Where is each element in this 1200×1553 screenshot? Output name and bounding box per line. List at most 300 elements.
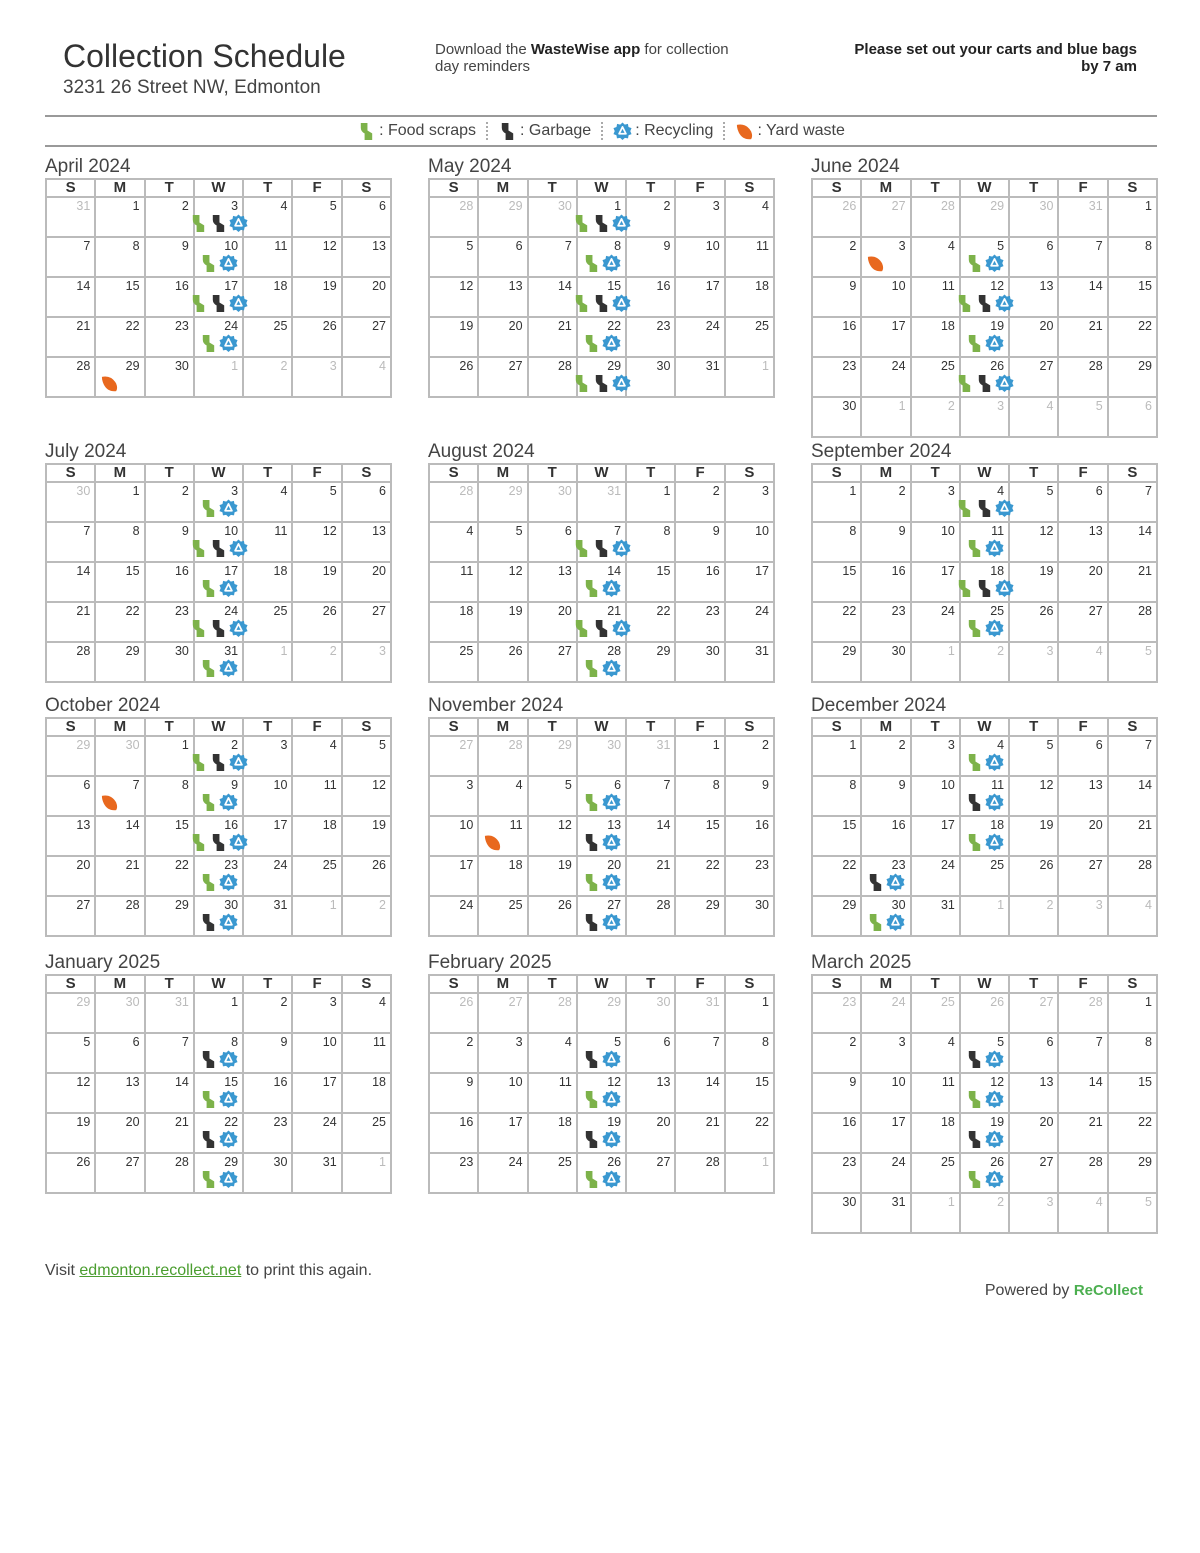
weekday-header: T xyxy=(528,179,577,197)
day-number: 29 xyxy=(125,359,140,373)
day-number: 28 xyxy=(459,199,474,213)
week-row xyxy=(46,562,391,602)
day-cell xyxy=(528,237,577,277)
day-number: 29 xyxy=(557,738,572,752)
day-number: 13 xyxy=(1039,279,1054,293)
day-cell xyxy=(725,197,774,237)
week-row xyxy=(812,776,1157,816)
weekday-header: M xyxy=(478,718,527,736)
garbage-icon xyxy=(199,1050,218,1069)
day-number: 17 xyxy=(273,818,288,832)
day-number: 17 xyxy=(891,1115,906,1129)
day-cell xyxy=(95,482,144,522)
day-cell xyxy=(145,736,194,776)
day-cell xyxy=(1009,602,1058,642)
day-number: 24 xyxy=(705,319,720,333)
day-cell xyxy=(292,736,341,776)
weekday-header: S xyxy=(429,464,478,482)
day-number: 4 xyxy=(280,484,288,498)
app-promo xyxy=(435,41,735,75)
day-number: 2 xyxy=(997,644,1005,658)
day-number: 23 xyxy=(842,1155,857,1169)
day-cell xyxy=(478,277,527,317)
recycling-icon xyxy=(985,753,1004,772)
day-number: 27 xyxy=(891,199,906,213)
day-cell xyxy=(1058,1153,1107,1193)
day-number: 15 xyxy=(174,818,189,832)
day-number: 10 xyxy=(459,818,474,832)
day-number: 29 xyxy=(705,898,720,912)
food-scraps-icon xyxy=(357,122,376,141)
day-number: 7 xyxy=(712,1035,720,1049)
recycling-icon xyxy=(985,833,1004,852)
day-number: 20 xyxy=(1088,818,1103,832)
day-number: 26 xyxy=(1039,604,1054,618)
day-cell xyxy=(243,816,292,856)
day-number: 30 xyxy=(891,898,906,912)
day-number: 15 xyxy=(755,1075,769,1089)
day-cell xyxy=(960,1073,1009,1113)
month-table xyxy=(428,974,775,1194)
day-cell xyxy=(478,736,527,776)
pickup-icons xyxy=(96,793,143,812)
day-cell xyxy=(478,522,527,562)
weekday-header: F xyxy=(1058,464,1107,482)
week-row xyxy=(812,522,1157,562)
day-number: 1 xyxy=(762,995,769,1009)
day-number: 4 xyxy=(762,199,769,213)
weekday-header: S xyxy=(1108,975,1157,993)
day-number: 24 xyxy=(755,604,769,618)
month-table xyxy=(811,717,1158,937)
recycling-icon xyxy=(985,1050,1004,1069)
day-cell xyxy=(960,776,1009,816)
day-number: 10 xyxy=(508,1075,523,1089)
day-cell xyxy=(46,562,95,602)
day-cell xyxy=(725,993,774,1033)
day-cell xyxy=(577,482,626,522)
day-number: 1 xyxy=(898,399,906,413)
day-number: 27 xyxy=(557,644,572,658)
day-cell xyxy=(960,736,1009,776)
day-number: 15 xyxy=(705,818,720,832)
day-number: 18 xyxy=(557,1115,572,1129)
day-cell xyxy=(725,1073,774,1113)
day-cell xyxy=(243,1033,292,1073)
day-cell xyxy=(1009,237,1058,277)
day-cell xyxy=(292,993,341,1033)
recycling-icon xyxy=(219,1050,238,1069)
week-row xyxy=(46,237,391,277)
day-number: 22 xyxy=(842,604,857,618)
day-number: 1 xyxy=(849,484,857,498)
day-number: 20 xyxy=(125,1115,140,1129)
day-cell xyxy=(145,896,194,936)
day-number: 21 xyxy=(1088,319,1103,333)
week-row xyxy=(812,816,1157,856)
legend-item-garbage xyxy=(488,122,601,141)
day-number: 27 xyxy=(459,738,474,752)
weekday-header: M xyxy=(861,179,910,197)
food-scraps-icon xyxy=(572,374,591,393)
day-number: 24 xyxy=(891,1155,906,1169)
day-number: 1 xyxy=(1145,199,1152,213)
weekday-header: S xyxy=(725,718,774,736)
day-cell xyxy=(861,562,910,602)
day-number: 1 xyxy=(1145,995,1152,1009)
day-number: 22 xyxy=(705,858,720,872)
pickup-icons xyxy=(195,1170,242,1189)
day-number: 15 xyxy=(842,818,857,832)
day-number: 31 xyxy=(174,995,189,1009)
pickup-icons xyxy=(578,1050,625,1069)
day-number: 3 xyxy=(997,399,1005,413)
day-cell xyxy=(675,896,724,936)
day-cell xyxy=(292,776,341,816)
day-number: 28 xyxy=(607,644,622,658)
day-number: 20 xyxy=(557,604,572,618)
food-scraps-icon xyxy=(965,619,984,638)
pickup-icons xyxy=(862,873,909,892)
day-cell xyxy=(145,602,194,642)
food-scraps-icon xyxy=(955,579,974,598)
weekday-header: S xyxy=(812,179,861,197)
day-number: 17 xyxy=(891,319,906,333)
day-cell xyxy=(812,776,861,816)
day-cell xyxy=(342,602,391,642)
day-number: 5 xyxy=(329,199,337,213)
day-number: 4 xyxy=(947,1035,955,1049)
day-cell xyxy=(528,1153,577,1193)
week-row xyxy=(812,277,1157,317)
day-number: 13 xyxy=(1088,778,1103,792)
day-cell xyxy=(1058,896,1107,936)
pickup-icons xyxy=(961,334,1008,353)
day-cell xyxy=(429,317,478,357)
recycling-icon xyxy=(602,579,621,598)
day-cell xyxy=(145,317,194,357)
recollect-logo[interactable]: ReCollect xyxy=(1073,1282,1143,1299)
day-cell xyxy=(194,816,243,856)
day-cell xyxy=(1009,642,1058,682)
weekday-header: W xyxy=(960,975,1009,993)
weekday-header: T xyxy=(911,975,960,993)
week-row xyxy=(812,397,1157,437)
day-number: 12 xyxy=(990,279,1005,293)
day-number: 2 xyxy=(849,239,857,253)
day-number: 4 xyxy=(947,239,955,253)
day-cell xyxy=(911,642,960,682)
day-cell xyxy=(861,277,910,317)
day-number: 8 xyxy=(1145,239,1152,253)
day-number: 5 xyxy=(83,1035,91,1049)
day-cell xyxy=(429,776,478,816)
weekday-header: T xyxy=(528,975,577,993)
day-number: 14 xyxy=(1138,778,1152,792)
weekday-header: W xyxy=(960,464,1009,482)
day-cell xyxy=(626,1113,675,1153)
day-cell xyxy=(1108,776,1157,816)
day-cell xyxy=(960,522,1009,562)
day-cell xyxy=(1058,197,1107,237)
day-number: 31 xyxy=(705,359,720,373)
day-number: 3 xyxy=(1046,644,1054,658)
day-number: 23 xyxy=(459,1155,474,1169)
month-calendar xyxy=(428,440,775,683)
weekday-header: S xyxy=(812,718,861,736)
day-cell xyxy=(725,522,774,562)
pickup-icons xyxy=(578,873,625,892)
day-number: 1 xyxy=(231,359,239,373)
day-number: 22 xyxy=(1138,1115,1152,1129)
weekday-header: F xyxy=(1058,179,1107,197)
weekday-header: S xyxy=(429,179,478,197)
day-number: 10 xyxy=(755,524,769,538)
day-number: 18 xyxy=(273,564,288,578)
day-number: 15 xyxy=(607,279,622,293)
day-cell xyxy=(911,602,960,642)
day-cell xyxy=(95,602,144,642)
day-number: 3 xyxy=(1046,1195,1054,1209)
day-number: 8 xyxy=(762,1035,769,1049)
day-cell xyxy=(292,197,341,237)
day-cell xyxy=(95,856,144,896)
weekday-header: M xyxy=(861,718,910,736)
day-cell xyxy=(292,1073,341,1113)
day-cell xyxy=(725,642,774,682)
day-cell xyxy=(812,602,861,642)
day-number: 23 xyxy=(891,858,906,872)
weekday-header: F xyxy=(292,975,341,993)
day-number: 4 xyxy=(329,738,337,752)
day-cell xyxy=(342,522,391,562)
day-number: 28 xyxy=(1088,995,1103,1009)
pickup-icons xyxy=(578,833,625,852)
weekday-header: S xyxy=(46,975,95,993)
weekday-header: S xyxy=(46,464,95,482)
day-cell xyxy=(342,1033,391,1073)
day-cell xyxy=(342,277,391,317)
day-cell xyxy=(1009,1073,1058,1113)
day-number: 2 xyxy=(898,484,906,498)
day-number: 30 xyxy=(1039,199,1054,213)
day-cell xyxy=(577,1033,626,1073)
day-cell xyxy=(528,993,577,1033)
day-cell xyxy=(960,896,1009,936)
promo-suffix: for collection day reminders xyxy=(435,41,729,75)
day-cell xyxy=(243,1073,292,1113)
day-cell xyxy=(528,816,577,856)
day-cell xyxy=(577,522,626,562)
day-cell xyxy=(1108,397,1157,437)
day-number: 14 xyxy=(125,818,140,832)
day-number: 21 xyxy=(76,319,91,333)
day-cell xyxy=(911,896,960,936)
day-cell xyxy=(46,776,95,816)
day-cell xyxy=(429,197,478,237)
day-cell xyxy=(861,816,910,856)
day-cell xyxy=(861,522,910,562)
recycling-icon xyxy=(602,1170,621,1189)
day-cell xyxy=(95,993,144,1033)
food-scraps-icon xyxy=(965,753,984,772)
weekday-header: M xyxy=(861,975,910,993)
day-cell xyxy=(812,642,861,682)
food-scraps-icon xyxy=(582,1090,601,1109)
month-table xyxy=(45,974,392,1194)
day-number: 14 xyxy=(76,564,91,578)
pickup-icons xyxy=(961,1170,1008,1189)
day-number: 6 xyxy=(83,778,91,792)
day-cell xyxy=(626,602,675,642)
pickup-icons xyxy=(195,659,242,678)
day-number: 17 xyxy=(508,1115,523,1129)
pickup-icons xyxy=(961,254,1008,273)
day-cell xyxy=(95,1113,144,1153)
day-number: 15 xyxy=(656,564,671,578)
day-cell xyxy=(1108,736,1157,776)
pickup-icons xyxy=(578,254,625,273)
day-number: 3 xyxy=(1095,898,1103,912)
day-cell xyxy=(528,197,577,237)
week-row xyxy=(429,736,774,776)
day-cell xyxy=(960,197,1009,237)
day-cell xyxy=(46,1073,95,1113)
day-number: 15 xyxy=(125,564,140,578)
recycling-icon xyxy=(219,579,238,598)
day-number: 30 xyxy=(607,738,622,752)
day-cell xyxy=(528,1033,577,1073)
day-number: 13 xyxy=(1039,1075,1054,1089)
day-cell xyxy=(960,237,1009,277)
weekday-header: S xyxy=(1108,718,1157,736)
day-number: 26 xyxy=(990,995,1005,1009)
day-number: 21 xyxy=(1138,564,1152,578)
day-cell xyxy=(292,1113,341,1153)
day-cell xyxy=(911,993,960,1033)
day-number: 28 xyxy=(1088,359,1103,373)
day-cell xyxy=(1009,357,1058,397)
pickup-icons xyxy=(578,1090,625,1109)
month-calendar xyxy=(428,951,775,1194)
day-number: 9 xyxy=(181,524,189,538)
day-number: 9 xyxy=(280,1035,288,1049)
day-cell xyxy=(429,642,478,682)
day-number: 6 xyxy=(1095,738,1103,752)
month-calendar xyxy=(45,440,392,683)
day-number: 25 xyxy=(273,319,288,333)
day-cell xyxy=(342,1073,391,1113)
day-number: 5 xyxy=(997,239,1005,253)
day-cell xyxy=(911,736,960,776)
day-cell xyxy=(528,482,577,522)
day-cell xyxy=(292,482,341,522)
day-cell xyxy=(243,482,292,522)
day-number: 5 xyxy=(1145,1195,1152,1209)
day-cell xyxy=(342,993,391,1033)
pickup-icons xyxy=(195,873,242,892)
day-number: 26 xyxy=(990,1155,1005,1169)
food-scraps-icon xyxy=(965,1170,984,1189)
day-cell xyxy=(528,642,577,682)
day-cell xyxy=(528,856,577,896)
day-number: 28 xyxy=(508,738,523,752)
day-cell xyxy=(145,1033,194,1073)
day-number: 24 xyxy=(459,898,474,912)
weekday-header: W xyxy=(960,179,1009,197)
day-number: 12 xyxy=(1039,524,1054,538)
yard-waste-icon xyxy=(483,833,502,852)
day-cell xyxy=(1108,197,1157,237)
garbage-icon xyxy=(965,1130,984,1149)
pickup-icons xyxy=(961,1050,1008,1069)
recollect-link[interactable]: edmonton.recollect.net xyxy=(79,1262,242,1279)
day-number: 30 xyxy=(557,199,572,213)
day-number: 2 xyxy=(712,484,720,498)
day-cell xyxy=(812,816,861,856)
day-number: 6 xyxy=(515,239,523,253)
month-calendar xyxy=(428,694,775,937)
yard-waste-icon xyxy=(100,793,119,812)
month-name: November 2024 xyxy=(428,695,564,716)
day-cell xyxy=(46,816,95,856)
weekday-header: F xyxy=(675,179,724,197)
day-number: 6 xyxy=(379,484,386,498)
day-number: 4 xyxy=(515,778,523,792)
day-cell xyxy=(95,1153,144,1193)
day-cell xyxy=(1058,522,1107,562)
day-cell xyxy=(1058,1113,1107,1153)
day-number: 14 xyxy=(1088,1075,1103,1089)
day-cell xyxy=(1108,602,1157,642)
garbage-icon xyxy=(582,913,601,932)
weekday-header: S xyxy=(342,179,391,197)
day-cell xyxy=(1009,522,1058,562)
day-cell xyxy=(960,482,1009,522)
week-row xyxy=(429,1153,774,1193)
week-row xyxy=(429,277,774,317)
day-number: 24 xyxy=(940,604,955,618)
day-number: 14 xyxy=(607,564,622,578)
day-number: 24 xyxy=(940,858,955,872)
day-number: 7 xyxy=(181,1035,189,1049)
day-number: 20 xyxy=(1039,319,1054,333)
day-cell xyxy=(626,856,675,896)
day-cell xyxy=(911,1033,960,1073)
day-number: 14 xyxy=(656,818,671,832)
day-number: 1 xyxy=(997,898,1005,912)
day-cell xyxy=(911,522,960,562)
day-cell xyxy=(577,1153,626,1193)
day-cell xyxy=(960,856,1009,896)
week-row xyxy=(429,896,774,936)
weekday-header: F xyxy=(292,179,341,197)
day-cell xyxy=(528,562,577,602)
powered-by xyxy=(985,1282,1143,1300)
week-row xyxy=(429,197,774,237)
day-cell xyxy=(528,357,577,397)
day-number: 13 xyxy=(656,1075,671,1089)
day-number: 7 xyxy=(1145,484,1152,498)
day-number: 31 xyxy=(755,644,769,658)
food-scraps-icon xyxy=(189,619,208,638)
food-scraps-icon xyxy=(582,334,601,353)
day-cell xyxy=(960,1033,1009,1073)
day-cell xyxy=(1009,856,1058,896)
day-number: 2 xyxy=(898,738,906,752)
weekday-header: F xyxy=(292,718,341,736)
day-cell xyxy=(1009,1193,1058,1233)
